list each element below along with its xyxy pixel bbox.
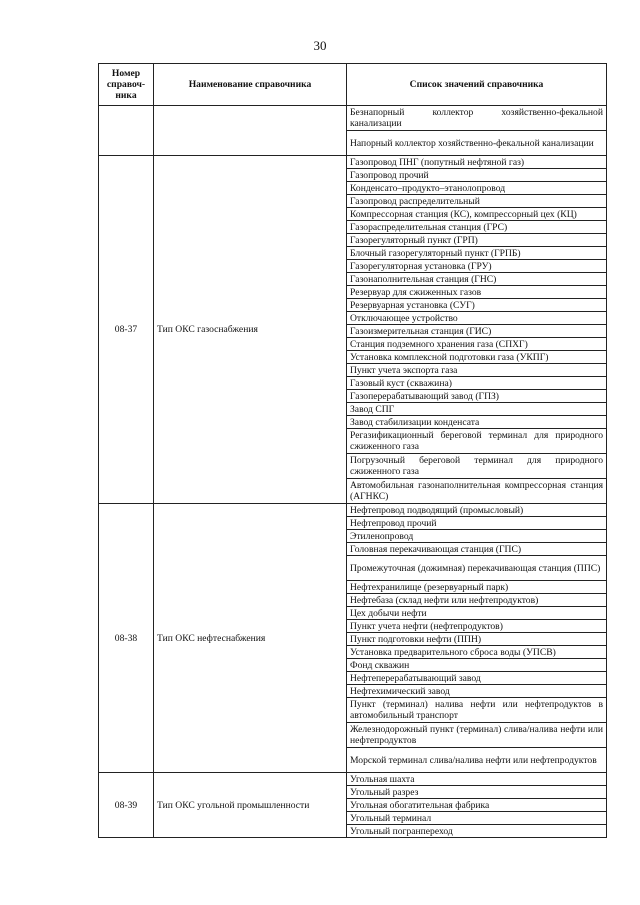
reference-value: Напорный коллектор хозяйственно-фекальной канализации: [347, 131, 607, 156]
reference-value: Установка комплексной подготовки газа (УКПГ): [347, 351, 607, 364]
reference-value: Нефтебаза (склад нефти или нефтепродуктов): [347, 594, 607, 607]
reference-value: Пункт подготовки нефти (ППН): [347, 633, 607, 646]
reference-value: Пункт учета экспорта газа: [347, 364, 607, 377]
reference-value: Угольная шахта: [347, 773, 607, 786]
reference-value: Блочный газорегуляторный пункт (ГРПБ): [347, 247, 607, 260]
reference-value: Морской терминал слива/налива нефти или нефтепродуктов: [347, 748, 607, 773]
reference-value: Нефтепровод подводящий (промысловый): [347, 504, 607, 517]
reference-value: Установка предварительного сброса воды (УПСВ): [347, 646, 607, 659]
reference-code: 08-37: [99, 156, 154, 504]
reference-name: Тип ОКС газоснабжения: [154, 156, 347, 504]
reference-value: Газопровод распределительный: [347, 195, 607, 208]
reference-name: Тип ОКС нефтеснабжения: [154, 504, 347, 773]
reference-code: 08-39: [99, 773, 154, 838]
reference-value: Нефтехранилище (резервуарный парк): [347, 581, 607, 594]
reference-value: Газоизмерительная станция (ГИС): [347, 325, 607, 338]
reference-value: Головная перекачивающая станция (ГПС): [347, 543, 607, 556]
reference-value: Компрессорная станция (КС), компрессорный цех (КЦ): [347, 208, 607, 221]
reference-code: [99, 106, 154, 156]
reference-name: Тип ОКС угольной промышленности: [154, 773, 347, 838]
reference-value: Конденсато–продукто–этанолопровод: [347, 182, 607, 195]
table-body: [99, 106, 607, 838]
reference-value: Фонд скважин: [347, 659, 607, 672]
header-name: Наименование справочника: [154, 64, 347, 106]
reference-value: Газопровод прочий: [347, 169, 607, 182]
reference-value: Промежуточная (дожимная) перекачивающая станция (ППС): [347, 556, 607, 581]
reference-value: Угольный разрез: [347, 786, 607, 799]
reference-value: Газорегуляторный пункт (ГРП): [347, 234, 607, 247]
reference-value: Железнодорожный пункт (терминал) слива/налива нефти или нефтепродуктов: [347, 723, 607, 748]
reference-value: Автомобильная газонаполнительная компрессорная станция (АГНКС): [347, 479, 607, 504]
reference-value: Газоперерабатывающий завод (ГПЗ): [347, 390, 607, 403]
table-row: [99, 773, 607, 786]
reference-value: Завод СПГ: [347, 403, 607, 416]
reference-value: Регазификационный береговой терминал для природного сжиженного газа: [347, 429, 607, 454]
reference-value: Пункт учета нефти (нефтепродуктов): [347, 620, 607, 633]
reference-value: Газопровод ПНГ (попутный нефтяной газ): [347, 156, 607, 169]
table-row: [99, 504, 607, 517]
reference-value: Угольный терминал: [347, 812, 607, 825]
reference-value: Погрузочный береговой терминал для природного сжиженного газа: [347, 454, 607, 479]
reference-value: Газовый куст (скважина): [347, 377, 607, 390]
reference-table: [98, 63, 607, 838]
reference-value: Безнапорный коллектор хозяйственно-фекальной канализации: [347, 106, 607, 131]
table-row: [99, 156, 607, 169]
table-header-row: [99, 64, 607, 106]
table-row: [99, 106, 607, 131]
reference-name: [154, 106, 347, 156]
reference-value: Нефтехимический завод: [347, 685, 607, 698]
reference-value: Резервуар для сжиженных газов: [347, 286, 607, 299]
reference-value: Этиленопровод: [347, 530, 607, 543]
reference-value: Нефтепровод прочий: [347, 517, 607, 530]
reference-value: Цех добычи нефти: [347, 607, 607, 620]
reference-value: Нефтеперерабатывающий завод: [347, 672, 607, 685]
reference-value: Угольная обогатительная фабрика: [347, 799, 607, 812]
reference-value: Резервуарная установка (СУГ): [347, 299, 607, 312]
reference-value: Угольный погранпереход: [347, 825, 607, 838]
reference-code: 08-38: [99, 504, 154, 773]
reference-value: Отключающее устройство: [347, 312, 607, 325]
reference-value: Газорегуляторная установка (ГРУ): [347, 260, 607, 273]
reference-value: Газонаполнительная станция (ГНС): [347, 273, 607, 286]
reference-value: Завод стабилизации конденсата: [347, 416, 607, 429]
reference-value: Станция подземного хранения газа (СПХГ): [347, 338, 607, 351]
header-code: Номер справоч-ника: [99, 64, 154, 106]
reference-value: Газораспределительная станция (ГРС): [347, 221, 607, 234]
header-values: Список значений справочника: [347, 64, 607, 106]
reference-value: Пункт (терминал) налива нефти или нефтепродуктов в автомобильный транспорт: [347, 698, 607, 723]
page-number: 30: [313, 38, 327, 53]
